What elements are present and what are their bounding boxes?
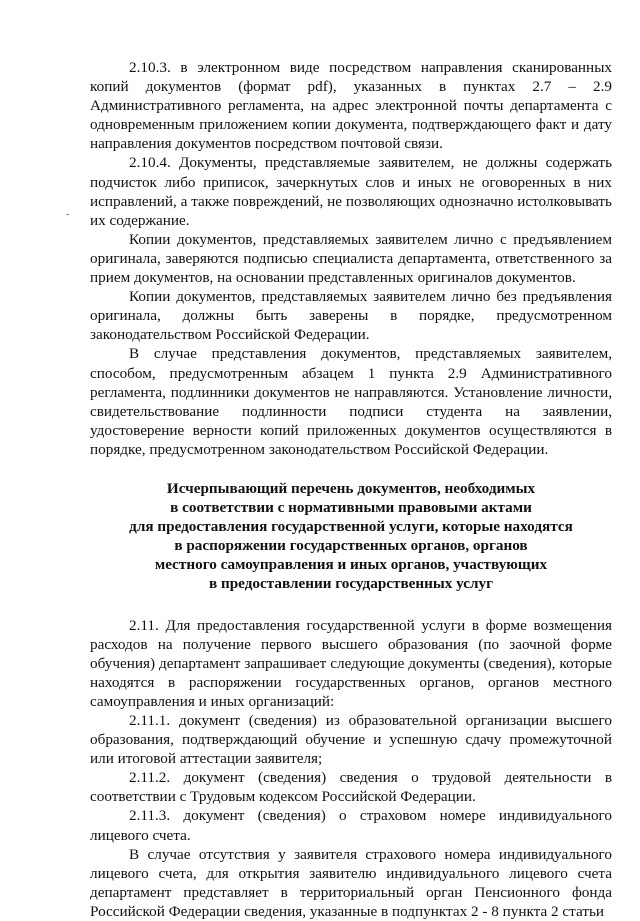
- paragraph-2-10-4: 2.10.4. Документы, представляемые заявителем, не должны содержать подчисток либо приписок, зачеркнутых слов и иных не оговоренных в них исправлений, а также повреждений, не позволяющих однозначно истолковывать их содержание.: [90, 154, 612, 229]
- paragraph-2-11-1: 2.11.1. документ (сведения) из образовательной организации высшего образования, подтверждающий обучение и успешную сдачу промежуточной или итоговой аттестации заявителя;: [90, 712, 612, 768]
- heading-line: местного самоуправления и иных органов, участвующих: [154, 556, 548, 574]
- heading-line: в соответствии с нормативными правовыми актами: [170, 499, 532, 517]
- paragraph-2-10-3: 2.10.3. в электронном виде посредством направления сканированных копий документов (формат pdf), указанных в пунктах 2.7 – 2.9 Административного регламента, на адрес электронной почты департамента с одновременным приложением копии документа, подтверждающего факт и дату направления документов посредством почтовой связи.: [90, 59, 612, 153]
- paragraph-copies-with-original: Копии документов, представляемых заявителем лично с предъявлением оригинала, заверяются подписью специалиста департамента, ответственного за прием документов, на основании представленных оригиналов документов.: [90, 230, 612, 287]
- paragraph-2-11-3: 2.11.3. документ (сведения) о страховом номере индивидуального лицевого счета.: [90, 807, 612, 844]
- paragraph-no-snils: В случае отсутствия у заявителя страхового номера индивидуального лицевого счета, для открытия заявителю индивидуального лицевого счета департамент представляет в территориальный орган Пенсионного фонда Российской Федерации сведения, указанные в подпунктах 2 - 8 пункта 2 статьи: [90, 845, 612, 920]
- paragraph-copies-without-original: Копии документов, представляемых заявителем лично без предъявления оригинала, должны быть заверены в порядке, предусмотренном законодательством Российской Федерации.: [90, 288, 612, 344]
- paragraph-2-11-2: 2.11.2. документ (сведения) сведения о трудовой деятельности в соответствии с Трудовым кодексом Российской Федерации.: [90, 769, 612, 806]
- section-heading: [90, 479, 612, 594]
- document-page: [90, 58, 612, 921]
- heading-line: в распоряжении государственных органов, органов: [174, 537, 528, 555]
- paragraph-2-11: 2.11. Для предоставления государственной услуги в форме возмещения расходов на получение первого высшего образования (по заочной форме обучения) департамент запрашивает следующие документы (сведения), которые находятся в распоряжении государственных органов, органов местного самоуправления и иных организаций:: [90, 616, 612, 710]
- heading-line: Исчерпывающий перечень документов, необходимых: [166, 479, 536, 497]
- margin-mark: [66, 214, 69, 215]
- paragraph-mail-submission: В случае представления документов, представляемых заявителем, способом, предусмотренным абзацем 1 пункта 2.9 Административного регламента, подлинники документов не направляются. Установление личности, свидетельствование подлинности подписи студента на заявлении, удостоверение верности копий приложенных документов осуществляются в порядке, предусмотренном законодательством Российской Федерации.: [90, 345, 612, 458]
- heading-line: в предоставлении государственных услуг: [208, 575, 494, 593]
- heading-line: для предоставления государственной услуги, которые находятся: [129, 518, 573, 536]
